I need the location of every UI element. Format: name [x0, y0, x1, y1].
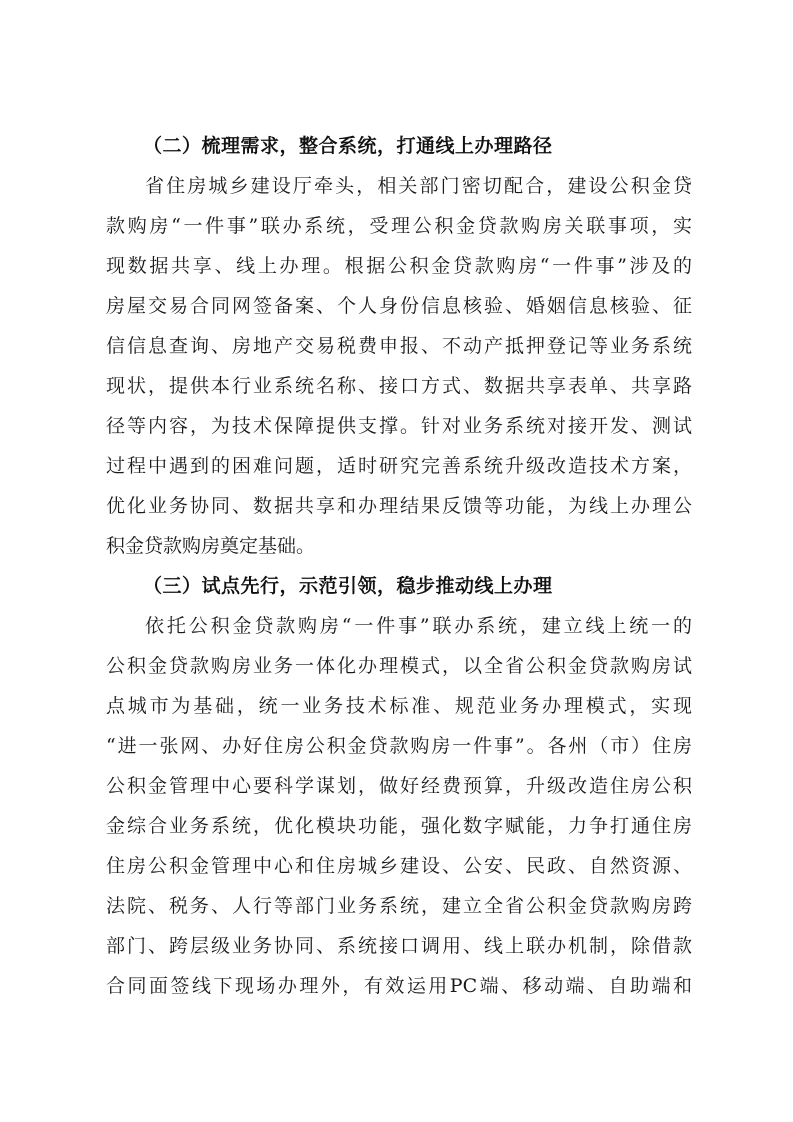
paragraph-line: “进一张网、办好住房公积金贷款购房一件事”。各州（市）住房 — [106, 735, 692, 757]
paragraph-line: 款购房“一件事”联办系统，受理公积金贷款购房关联事项，实 — [106, 215, 692, 237]
section-paragraph-3 — [106, 606, 692, 1006]
paragraph-line: 房屋交易合同网签备案、个人身份信息核验、婚姻信息核验、征 — [106, 295, 692, 317]
paragraph-line: 部门、跨层级业务协同、系统接口调用、线上联办机制，除借款 — [106, 935, 692, 957]
paragraph-line: 现状，提供本行业系统名称、接口方式、数据共享表单、共享路 — [106, 375, 692, 397]
paragraph-line: 金综合业务系统，优化模块功能，强化数字赋能，力争打通住房 — [106, 815, 692, 837]
document-body — [106, 126, 692, 1006]
paragraph-line: 信信息查询、房地产交易税费申报、不动产抵押登记等业务系统 — [106, 335, 692, 357]
paragraph-line: 过程中遇到的困难问题，适时研究完善系统升级改造技术方案， — [106, 455, 692, 477]
paragraph-line: 积金贷款购房奠定基础。 — [106, 535, 316, 557]
paragraph-line: 住房公积金管理中心和住房城乡建设、公安、民政、自然资源、 — [106, 855, 692, 877]
paragraph-line: 公积金管理中心要科学谋划，做好经费预算，升级改造住房公积 — [106, 775, 692, 797]
paragraph-line: 法院、税务、人行等部门业务系统，建立全省公积金贷款购房跨 — [106, 895, 692, 917]
paragraph-line: 点城市为基础，统一业务技术标准、规范业务办理模式，实现 — [106, 695, 692, 717]
paragraph-line: 省住房城乡建设厅牵头，相关部门密切配合，建设公积金贷 — [145, 175, 692, 197]
paragraph-line: 现数据共享、线上办理。根据公积金贷款购房“一件事”涉及的 — [106, 255, 692, 277]
paragraph-line: 公积金贷款购房业务一体化办理模式，以全省公积金贷款购房试 — [106, 655, 692, 677]
section-heading-2: （二）梳理需求，整合系统，打通线上办理路径 — [143, 135, 553, 157]
paragraph-line: 径等内容，为技术保障提供支撑。针对业务系统对接开发、测试 — [106, 415, 692, 437]
section-heading-3: （三）试点先行，示范引领，稳步推动线上办理 — [143, 575, 553, 597]
paragraph-line: 合同面签线下现场办理外，有效运用PC端、移动端、自助端和 — [106, 975, 692, 997]
paragraph-line: 依托公积金贷款购房“一件事”联办系统，建立线上统一的 — [145, 615, 692, 637]
paragraph-line: 优化业务协同、数据共享和办理结果反馈等功能，为线上办理公 — [106, 495, 692, 517]
section-paragraph-2 — [106, 166, 692, 566]
